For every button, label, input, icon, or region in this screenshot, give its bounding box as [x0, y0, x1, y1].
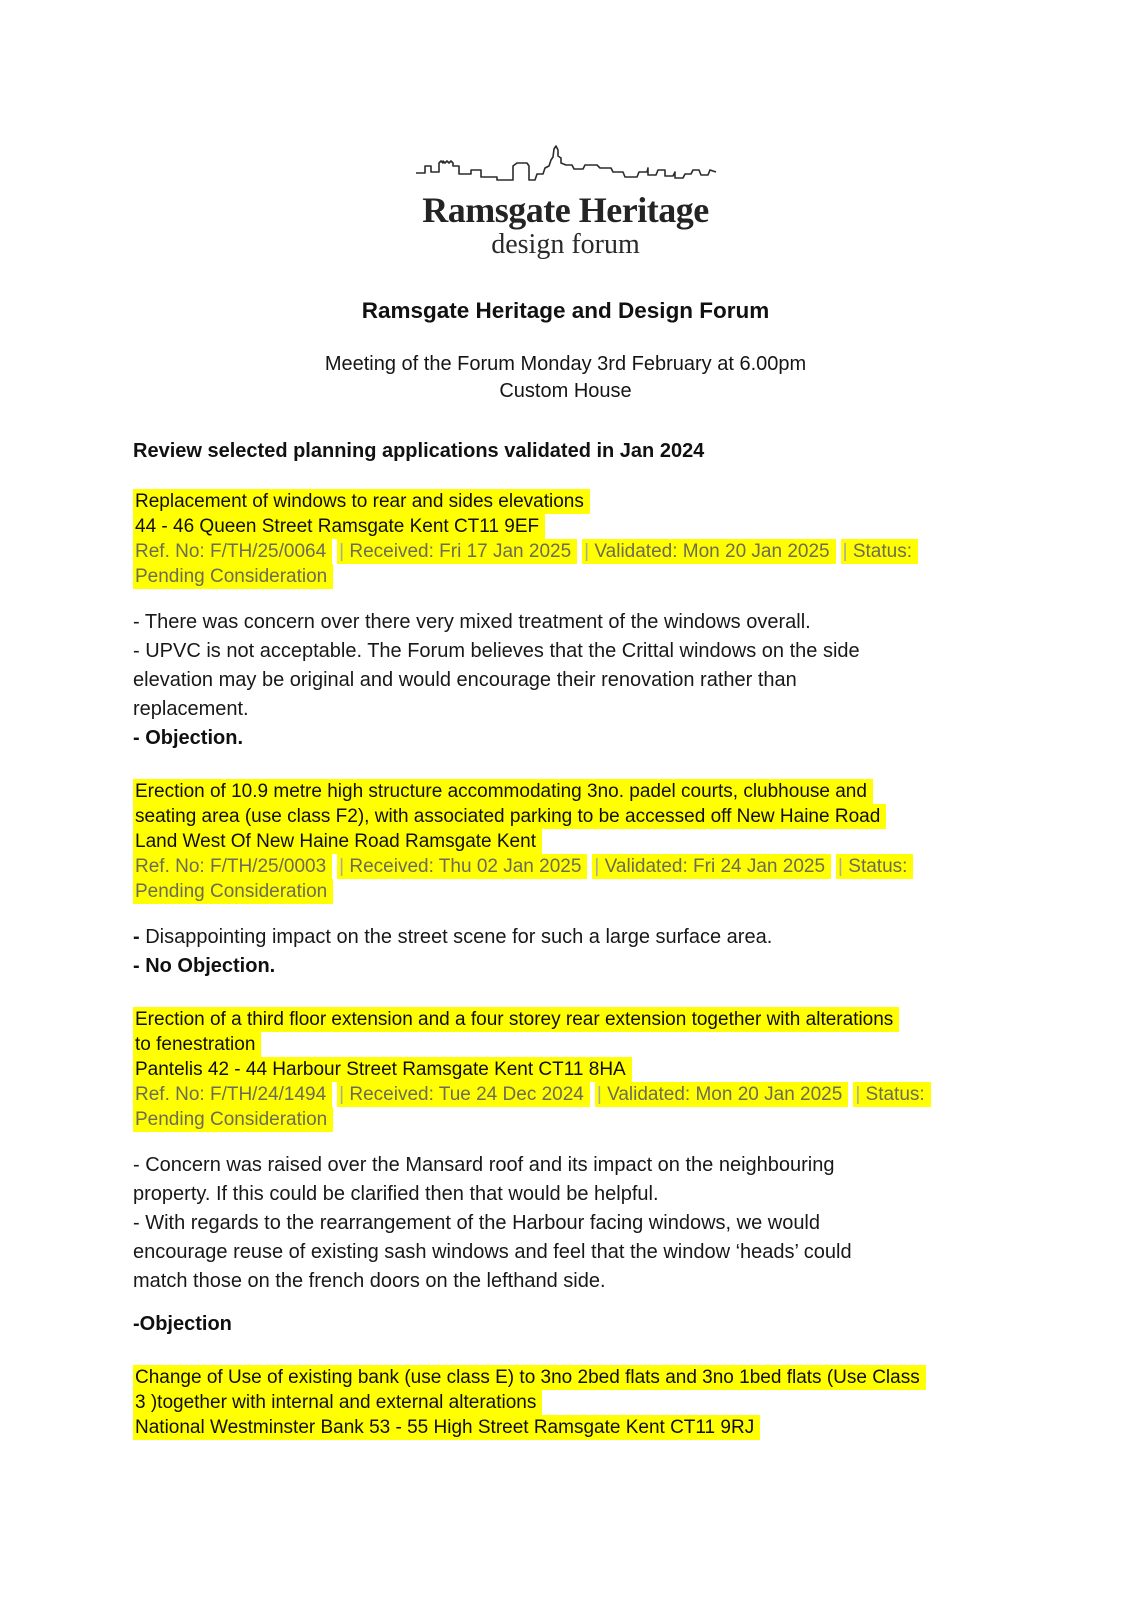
ref-no: [133, 539, 332, 564]
received-text: Received: Thu 02 Jan 2025: [349, 856, 582, 877]
planning-application-1: [133, 489, 1131, 753]
status-value: Pending Consideration: [133, 564, 333, 589]
ref-no: [133, 1082, 332, 1107]
received-text: Received: Fri 17 Jan 2025: [349, 541, 572, 562]
application-address: 44 - 46 Queen Street Ramsgate Kent CT11 9EF: [133, 514, 545, 539]
separator: |: [339, 1084, 345, 1105]
description-line: [133, 489, 918, 514]
decision-text: - No Objection.: [133, 955, 276, 977]
comment-line: - There was concern over there very mixed treatment of the windows overall.: [133, 611, 811, 633]
comment-line: - With regards to the rearrangement of the Harbour facing windows, we would: [133, 1212, 821, 1234]
separator: |: [594, 856, 600, 877]
section-heading: Review selected planning applications validated in Jan 2024: [133, 440, 705, 462]
validated-text: Validated: Mon 20 Jan 2025: [594, 541, 830, 562]
comment-line: replacement.: [133, 698, 249, 720]
application-summary: [133, 489, 918, 589]
received-date: [337, 1082, 590, 1107]
application-summary: [133, 1365, 926, 1440]
separator: |: [842, 541, 848, 562]
ref-no-text: Ref. No: F/TH/25/0003: [135, 856, 327, 877]
comment-line: elevation may be original and would encourage their renovation rather than: [133, 669, 797, 691]
application-meta: [133, 1082, 931, 1107]
status-label-text: Status:: [865, 1084, 925, 1105]
decision-text: - Objection.: [133, 727, 243, 749]
application-meta: [133, 854, 913, 879]
application-description: to fenestration: [133, 1032, 261, 1057]
application-description: 3 )together with internal and external alterations: [133, 1390, 542, 1415]
description-line: [133, 1390, 926, 1415]
planning-application-2: [133, 779, 1131, 981]
validated-text: Validated: Fri 24 Jan 2025: [604, 856, 826, 877]
status-line: [133, 879, 913, 904]
application-address: Pantelis 42 - 44 Harbour Street Ramsgate Kent CT11 8HA: [133, 1057, 632, 1082]
status-label-text: Status:: [852, 541, 912, 562]
comment-text: Disappointing impact on the street scene for such a large surface area.: [145, 926, 773, 948]
planning-application-4: [133, 1365, 1131, 1440]
description-line: [133, 779, 913, 804]
application-description: seating area (use class F2), with associated parking to be accessed off New Haine Road: [133, 804, 886, 829]
received-date: [337, 854, 587, 879]
separator: |: [584, 541, 590, 562]
town-skyline-outline-icon: [415, 142, 717, 188]
status-label: [841, 539, 918, 564]
comment-line: encourage reuse of existing sash windows and feel that the window ‘heads’ could: [133, 1241, 852, 1263]
separator: |: [339, 541, 345, 562]
address-line: [133, 1415, 926, 1440]
application-address: National Westminster Bank 53 - 55 High Street Ramsgate Kent CT11 9RJ: [133, 1415, 760, 1440]
description-line: [133, 1365, 926, 1390]
application-description: Erection of 10.9 metre high structure accommodating 3no. padel courts, clubhouse and: [133, 779, 873, 804]
page-title: Ramsgate Heritage and Design Forum: [361, 298, 770, 323]
application-description: Replacement of windows to rear and sides elevations: [133, 489, 590, 514]
comment-line: [133, 923, 1131, 952]
ref-no: [133, 854, 332, 879]
validated-date: [592, 854, 831, 879]
forum-logo: [401, 142, 731, 260]
logo-subtitle: design forum: [491, 229, 640, 260]
forum-comments: [133, 923, 1131, 981]
validated-date: [595, 1082, 848, 1107]
logo-title: Ramsgate Heritage: [422, 190, 709, 230]
status-label: [836, 854, 913, 879]
status-label-text: Status:: [848, 856, 908, 877]
status-line: [133, 564, 918, 589]
decision-text: -Objection: [133, 1313, 232, 1335]
status-line: [133, 1107, 931, 1132]
application-description: Change of Use of existing bank (use class E) to 3no 2bed flats and 3no 1bed flats (Use Class: [133, 1365, 926, 1390]
comment-line: - UPVC is not acceptable. The Forum believes that the Crittal windows on the side: [133, 640, 860, 662]
status-value: Pending Consideration: [133, 1107, 333, 1132]
validated-date: [582, 539, 835, 564]
separator: |: [339, 856, 345, 877]
status-value: Pending Consideration: [133, 879, 333, 904]
planning-application-3: [133, 1007, 1131, 1339]
ref-no-text: Ref. No: F/TH/25/0064: [135, 541, 327, 562]
received-date: [337, 539, 577, 564]
ref-no-text: Ref. No: F/TH/24/1494: [135, 1084, 327, 1105]
application-address: Land West Of New Haine Road Ramsgate Kent: [133, 829, 542, 854]
application-description: Erection of a third floor extension and a four storey rear extension together with alterations: [133, 1007, 899, 1032]
separator: |: [855, 1084, 861, 1105]
meeting-info: [0, 351, 1131, 405]
status-label: [853, 1082, 930, 1107]
separator: |: [596, 1084, 602, 1105]
application-summary: [133, 1007, 931, 1132]
description-line: [133, 804, 913, 829]
address-line: [133, 1057, 931, 1082]
meeting-line: Meeting of the Forum Monday 3rd February at 6.00pm: [324, 353, 807, 375]
comment-line: match those on the french doors on the lefthand side.: [133, 1270, 606, 1292]
comment-line: property. If this could be clarified then that would be helpful.: [133, 1183, 659, 1205]
application-meta: [133, 539, 918, 564]
comment-line: - Concern was raised over the Mansard roof and its impact on the neighbouring: [133, 1154, 835, 1176]
forum-comments: [133, 1151, 1131, 1339]
meeting-venue: Custom House: [499, 380, 632, 402]
validated-text: Validated: Mon 20 Jan 2025: [607, 1084, 843, 1105]
description-line: [133, 1007, 931, 1032]
forum-comments: [133, 608, 1131, 753]
separator: |: [838, 856, 843, 877]
received-text: Received: Tue 24 Dec 2024: [349, 1084, 584, 1105]
description-line: [133, 1032, 931, 1057]
application-summary: [133, 779, 913, 904]
address-line: [133, 514, 918, 539]
comment-dash: -: [133, 926, 140, 948]
address-line: [133, 829, 913, 854]
